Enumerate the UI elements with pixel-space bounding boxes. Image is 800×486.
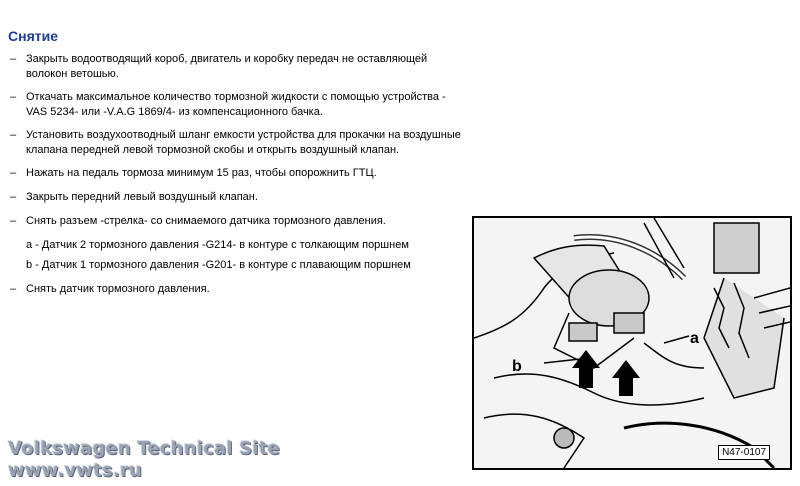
step-text: Нажать на педаль тормоза минимум 15 раз, чтобы опорожнить ГТЦ.	[26, 167, 377, 179]
figure-label-a: a	[690, 330, 699, 347]
step-dash: –	[10, 191, 17, 203]
step-dash: –	[10, 91, 17, 103]
step-text: Закрыть передний левый воздушный клапан.	[26, 191, 258, 203]
step-dash: –	[10, 53, 17, 65]
step-text: Закрыть водоотводящий короб, двигатель и коробку передач не оставляющей волокон ветошью.	[26, 53, 428, 80]
legend-item-b: b - Датчик 1 тормозного давления -G201- в контуре с плавающим поршнем	[26, 259, 411, 271]
step-text: Откачать максимальное количество тормозной жидкости с помощью устройства -VAS 5234- или -V.A.G 1869/4- из компенсационного бачка.	[26, 91, 446, 118]
step-text: Установить воздухоотводный шланг емкости устройства для прокачки на воздушные клапана передней левой тормозной скобы и открыть воздушный клапан.	[26, 129, 461, 156]
arrow-icons	[572, 350, 640, 396]
legend-item-a: a - Датчик 2 тормозного давления -G214- в контуре с толкающим поршнем	[26, 239, 409, 251]
step-dash: –	[10, 129, 17, 141]
step-text: Снять датчик тормозного давления.	[26, 283, 210, 295]
figure-id: N47-0107	[718, 445, 770, 460]
step-dash: –	[10, 283, 17, 295]
engine-drawing	[474, 218, 790, 468]
step-dash: –	[10, 215, 17, 227]
step-dash: –	[10, 167, 17, 179]
figure-label-b: b	[512, 358, 522, 375]
engine-illustration	[472, 216, 792, 470]
step-text: Снять разъем -стрелка- со снимаемого датчика тормозного давления.	[26, 215, 386, 227]
section-title: Снятие	[8, 28, 58, 44]
watermark-line-1: Volkswagen Technical Site	[8, 438, 280, 459]
watermark-line-2: www.vwts.ru	[8, 460, 142, 481]
